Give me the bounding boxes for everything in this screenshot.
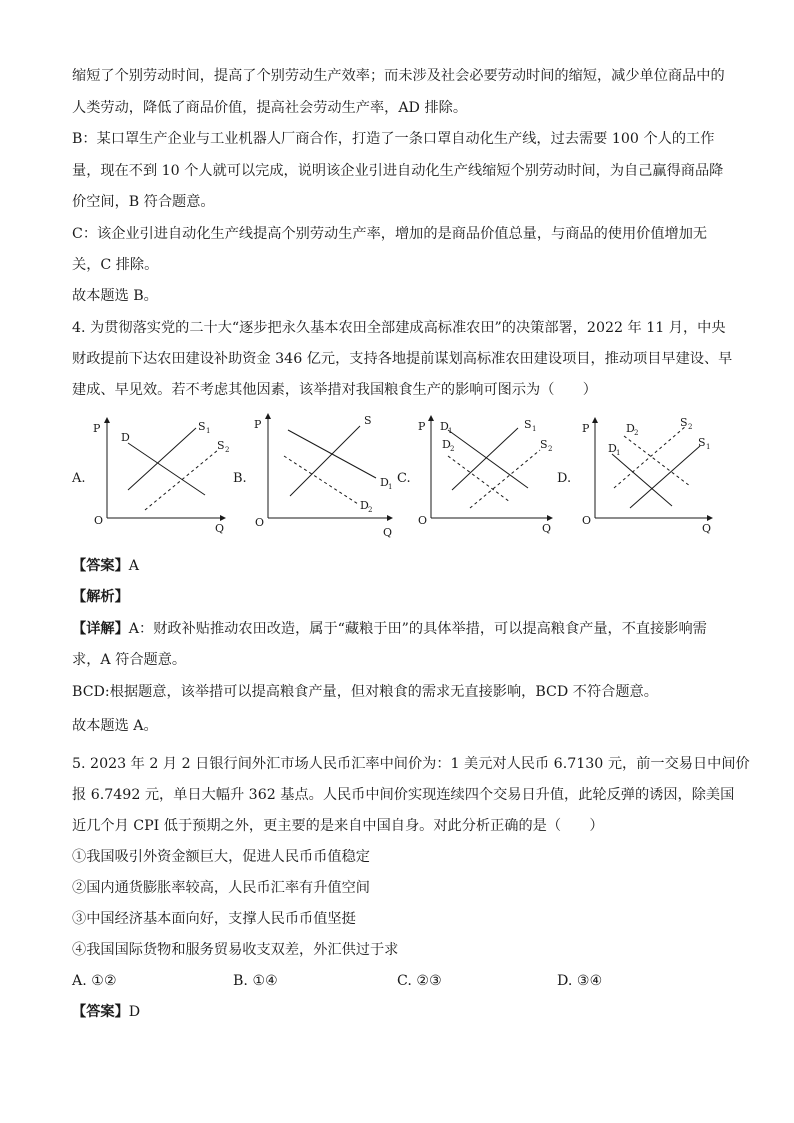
q4-answer-value: A — [128, 558, 140, 574]
graph-b — [233, 414, 392, 538]
graph-d-o-label: O — [582, 514, 592, 527]
q4-detail-text: A：财政补贴推动农田改造，属于“藏粮于田”的具体举措，可以提高粮食产量，不直接影响需 — [128, 621, 707, 637]
graph-d-supply-curve-s2 — [614, 426, 686, 488]
q5-option-d: D. ③④ — [557, 973, 603, 989]
graph-d-option-label: D. — [557, 471, 572, 486]
graph-c-q-label: Q — [542, 522, 552, 535]
graph-a-s2-sub: 2 — [225, 446, 230, 454]
graph-b-demand-curve-d1 — [288, 430, 376, 478]
graph-d-d1-label: D — [608, 442, 617, 455]
graph-c-d1-sub: 1 — [448, 427, 453, 435]
graph-a-q-label: Q — [215, 522, 225, 535]
graph-a-o-label: O — [94, 514, 104, 527]
text-line: 价空间，B 符合题意。 — [72, 194, 215, 210]
q5-answer-line — [72, 1002, 140, 1022]
graph-b-demand-curve-d2 — [284, 456, 358, 504]
text-line: 人类劳动，降低了商品价值，提高社会劳动生产率，AD 排除。 — [72, 100, 468, 116]
graph-c — [397, 416, 552, 535]
graph-c-s2-label: S — [540, 438, 548, 451]
q5-answer-value: D — [128, 1004, 141, 1020]
graph-b-option-label: B. — [233, 471, 247, 486]
q4-answer-line — [72, 556, 139, 576]
text-line: 缩短了个别劳动时间，提高了个别劳动生产效率；而未涉及社会必要劳动时间的缩短，减少单位商品中的 — [72, 68, 725, 84]
graph-c-s1-label: S — [524, 418, 532, 431]
q5-item: ④我国国际货物和服务贸易收支双差，外汇供过于求 — [72, 942, 399, 958]
graph-c-option-label: C. — [397, 471, 411, 486]
graph-c-d2-sub: 2 — [450, 445, 455, 453]
question-4-stem: 财政提前下达农田建设补助资金 346 亿元，支持各地提前谋划高标准农田建设项目，推动项目早建设、早 — [72, 351, 733, 367]
question-4-stem: 建成、早见效。若不考虑其他因素，该举措对我国粮食生产的影响可图示为（ ） — [72, 382, 597, 398]
q5-option-a: A. ①② — [72, 973, 117, 989]
q4-analysis-tag: 【解析】 — [72, 589, 129, 605]
graph-d-d1-sub: 1 — [616, 449, 621, 457]
graph-b-d2-sub: 2 — [368, 506, 373, 514]
graph-a-demand-curve — [128, 443, 205, 495]
graph-d-q-label: Q — [702, 522, 712, 535]
graph-a-d-label: D — [121, 431, 130, 444]
graph-c-demand-curve-d1 — [448, 430, 528, 488]
graph-a-supply-curve-s1 — [128, 428, 196, 490]
graph-d-d2-sub: 2 — [634, 429, 639, 437]
graph-d — [557, 416, 712, 535]
graph-a — [71, 418, 229, 535]
graph-d-s1-label: S — [698, 436, 706, 449]
text-line: B：某口罩生产企业与工业机器人厂商合作，打造了一条口罩自动化生产线，过去需要 100 个人的工作 — [72, 131, 715, 147]
question-4-stem: 4. 为贯彻落实党的二十大“逐步把永久基本农田全部建成高标准农田”的决策部署，2022 年 11 月，中央 — [72, 320, 726, 336]
text-line: 关，C 排除。 — [72, 257, 159, 273]
text-line: C：该企业引进自动化生产线提高个别劳动生产率，增加的是商品价值总量，与商品的使用价值增加无 — [72, 226, 708, 242]
question-5-stem: 5. 2023 年 2 月 2 日银行间外汇市场人民币汇率中间价为：1 美元对人民币 6.7130 元，前一交易日中间价 — [72, 756, 750, 772]
graph-d-supply-curve-s1 — [630, 446, 700, 508]
q5-item: ③中国经济基本面向好，支撑人民币币值坚挺 — [72, 911, 356, 927]
graph-c-s1-sub: 1 — [532, 425, 537, 433]
graph-b-p-label: P — [254, 418, 262, 431]
question-5-stem: 近几个月 CPI 低于预期之外，更主要的是来自中国自身。对此分析正确的是（ ） — [72, 818, 604, 834]
graph-b-d1-sub: 1 — [388, 483, 393, 491]
supply-demand-diagrams — [0, 398, 794, 538]
graph-a-s1-label: S — [198, 420, 206, 433]
graph-c-supply-curve-s2 — [470, 450, 540, 508]
graph-d-s1-sub: 1 — [706, 443, 711, 451]
graph-d-s2-label: S — [680, 416, 688, 429]
graph-d-d2-label: D — [626, 422, 635, 435]
answer-tag: 【答案】 — [72, 558, 129, 574]
q5-item: ②国内通货膨胀率较高，人民币汇率有升值空间 — [72, 880, 370, 896]
q5-option-b: B. ①④ — [233, 973, 278, 989]
q5-option-c: C. ②③ — [397, 973, 442, 989]
graph-b-d1-label: D — [380, 476, 389, 489]
q4-detail-line: BCD:根据题意，该举措可以提高粮食产量，但对粮食的需求无直接影响，BCD 不符合题意。 — [72, 684, 658, 700]
q4-conclusion: 故本题选 A。 — [72, 718, 158, 734]
q4-detail-line: 求，A 符合题意。 — [72, 652, 187, 668]
graph-b-q-label: Q — [383, 526, 393, 538]
graph-a-supply-curve-s2 — [145, 450, 218, 510]
graph-b-d2-label: D — [360, 499, 369, 512]
graph-c-p-label: P — [418, 420, 426, 433]
graph-a-option-label: A. — [72, 471, 86, 486]
text-line: 量，现在不到 10 个人就可以完成，说明该企业引进自动化生产线缩短个别劳动时间，为自己赢得商品降 — [72, 163, 724, 179]
graph-c-d2-label: D — [442, 438, 451, 451]
graph-c-supply-curve-s1 — [452, 428, 518, 490]
graph-c-d1-label: D — [440, 420, 449, 433]
question-5-stem: 报 6.7492 元，单日大幅升 362 基点。人民币中间价实现连续四个交易日升值，此轮反弹的诱因，除美国 — [72, 787, 735, 803]
text-line: 故本题选 B。 — [72, 288, 158, 304]
graph-a-s2-label: S — [217, 439, 225, 452]
graph-a-p-label: P — [93, 422, 101, 435]
q5-item: ①我国吸引外资金额巨大，促进人民币币值稳定 — [72, 849, 370, 865]
detail-tag: 【详解】 — [72, 621, 129, 637]
graph-b-s-label: S — [364, 414, 372, 427]
graph-c-s2-sub: 2 — [548, 445, 553, 453]
graph-d-demand-curve-d1 — [612, 454, 672, 506]
graph-d-p-label: P — [582, 422, 590, 435]
graph-b-o-label: O — [255, 516, 265, 529]
graph-d-s2-sub: 2 — [688, 423, 693, 431]
graph-d-demand-curve-d2 — [624, 436, 690, 486]
graph-a-s1-sub: 1 — [206, 427, 211, 435]
answer-tag: 【答案】 — [72, 1004, 129, 1020]
graph-c-o-label: O — [418, 514, 428, 527]
graph-c-demand-curve-d2 — [448, 456, 510, 502]
q4-detail-line — [72, 619, 707, 639]
